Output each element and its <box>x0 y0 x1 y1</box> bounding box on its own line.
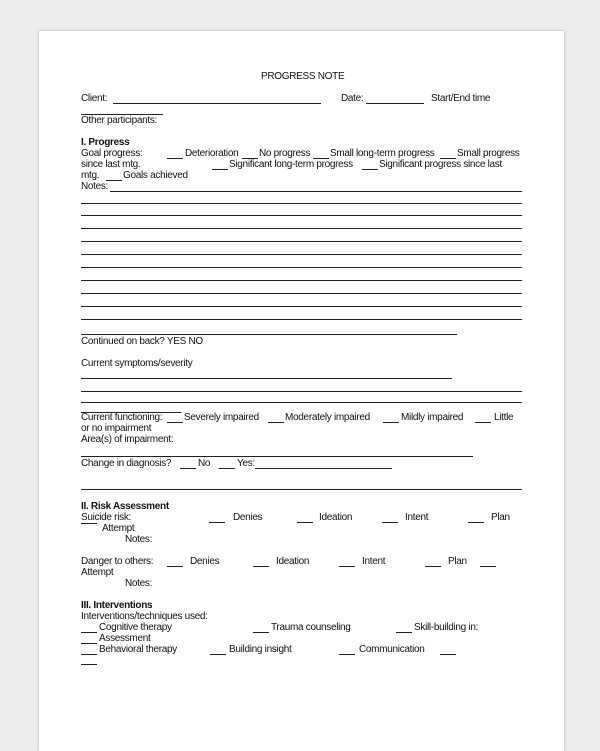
moderately-blank[interactable] <box>268 422 284 423</box>
notes-label: Notes: <box>81 181 109 192</box>
danger-to-others-label: Danger to others: <box>81 556 154 567</box>
no-impairment-text: or no impairment <box>81 423 152 434</box>
document-title: PROGRESS NOTE <box>261 71 345 82</box>
suicide-intent-option: Intent <box>405 512 429 523</box>
notes-line[interactable] <box>81 267 522 268</box>
notes-line[interactable] <box>81 215 522 216</box>
danger-attempt-blank[interactable] <box>480 566 496 567</box>
date-label: Date: <box>341 93 364 104</box>
notes-line[interactable] <box>81 293 522 294</box>
symptoms-line[interactable] <box>81 378 452 379</box>
techniques-label: Interventions/techniques used: <box>81 611 208 622</box>
cognitive-therapy-option: Cognitive therapy <box>99 622 172 633</box>
client-field[interactable] <box>113 103 321 104</box>
significant-long-term-blank[interactable] <box>212 169 228 170</box>
deterioration-blank[interactable] <box>167 158 183 159</box>
progress-heading: I. Progress <box>81 137 130 148</box>
notes-line[interactable] <box>81 241 522 242</box>
date-field[interactable] <box>366 103 424 104</box>
start-end-time-label: Start/End time <box>431 93 491 104</box>
cognitive-blank[interactable] <box>81 632 97 633</box>
notes-line[interactable] <box>81 203 522 204</box>
assessment-option: Assessment <box>99 633 151 644</box>
danger-intent-blank[interactable] <box>339 566 355 567</box>
areas-of-impairment-label: Area(s) of impairment: <box>81 434 174 445</box>
danger-denies-blank[interactable] <box>167 566 183 567</box>
significant-long-term-option: Significant long-term progress <box>229 159 353 170</box>
communication-blank[interactable] <box>339 654 355 655</box>
small-progress-option: Small progress <box>457 148 520 159</box>
document-page <box>39 31 564 751</box>
danger-attempt-option: Attempt <box>81 567 114 578</box>
diagnosis-no-option: No <box>198 458 211 469</box>
suicide-denies-blank[interactable] <box>209 522 225 523</box>
diagnosis-yes-field[interactable] <box>255 468 392 469</box>
change-diagnosis-label: Change in diagnosis? <box>81 458 172 469</box>
communication-extra-blank[interactable] <box>440 654 456 655</box>
suicide-notes-label: Notes: <box>125 534 153 545</box>
small-long-term-option: Small long-term progress <box>330 148 435 159</box>
suicide-ideation-option: Ideation <box>319 512 353 523</box>
danger-plan-blank[interactable] <box>425 566 441 567</box>
notes-line[interactable] <box>81 334 457 335</box>
mildly-impaired-option: Mildly impaired <box>401 412 464 423</box>
danger-plan-option: Plan <box>448 556 467 567</box>
notes-line[interactable] <box>81 280 522 281</box>
building-insight-option: Building insight <box>229 644 292 655</box>
significant-since-last-option: Significant progress since last <box>379 159 502 170</box>
mildly-blank[interactable] <box>383 422 399 423</box>
severely-blank[interactable] <box>167 422 183 423</box>
communication-option: Communication <box>359 644 425 655</box>
suicide-intent-blank[interactable] <box>382 522 398 523</box>
notes-line[interactable] <box>81 254 522 255</box>
building-insight-blank[interactable] <box>210 654 226 655</box>
symptoms-line[interactable] <box>81 402 522 403</box>
diagnosis-yes-blank[interactable] <box>219 468 235 469</box>
danger-intent-option: Intent <box>362 556 386 567</box>
skill-building-blank[interactable] <box>396 632 412 633</box>
goal-progress-label: Goal progress: <box>81 148 143 159</box>
little-option: Little <box>494 412 514 423</box>
trauma-counseling-option: Trauma counseling <box>271 622 351 633</box>
significant-since-last-blank[interactable] <box>362 169 378 170</box>
danger-ideation-option: Ideation <box>276 556 310 567</box>
mtg-text: mtg. <box>81 170 100 181</box>
suicide-plan-option: Plan <box>491 512 510 523</box>
diagnosis-line[interactable] <box>81 489 522 490</box>
notes-line[interactable] <box>81 306 522 307</box>
areas-line[interactable] <box>81 456 473 457</box>
danger-notes-label: Notes: <box>125 578 153 589</box>
suicide-plan-blank[interactable] <box>468 522 484 523</box>
suicide-ideation-blank[interactable] <box>297 522 313 523</box>
suicide-attempt-option: Attempt <box>102 523 135 534</box>
other-participants-label: Other participants: <box>81 115 158 126</box>
diagnosis-yes-option: Yes: <box>237 458 255 469</box>
client-label: Client: <box>81 93 108 104</box>
since-last-mtg-text: since last mtg. <box>81 159 141 170</box>
current-symptoms-label: Current symptoms/severity <box>81 358 193 369</box>
interventions-heading: III. Interventions <box>81 600 153 611</box>
severely-impaired-option: Severely impaired <box>184 412 259 423</box>
no-progress-option: No progress <box>259 148 311 159</box>
moderately-impaired-option: Moderately impaired <box>285 412 370 423</box>
danger-denies-option: Denies <box>190 556 220 567</box>
risk-assessment-heading: II. Risk Assessment <box>81 501 169 512</box>
notes-line[interactable] <box>81 228 522 229</box>
trauma-blank[interactable] <box>253 632 269 633</box>
suicide-risk-label: Suicide risk: <box>81 512 132 523</box>
current-functioning-label: Current functioning: <box>81 412 163 423</box>
assessment-blank[interactable] <box>81 643 97 644</box>
suicide-attempt-blank[interactable] <box>81 523 97 524</box>
notes-line[interactable] <box>110 191 522 192</box>
diagnosis-no-blank[interactable] <box>180 468 196 469</box>
deterioration-option: Deterioration <box>185 148 239 159</box>
behavioral-blank[interactable] <box>81 654 97 655</box>
behavioral-therapy-option: Behavioral therapy <box>99 644 177 655</box>
danger-ideation-blank[interactable] <box>253 566 269 567</box>
little-blank[interactable] <box>475 422 491 423</box>
next-item-blank[interactable] <box>81 664 97 665</box>
goals-achieved-option: Goals achieved <box>123 170 188 181</box>
suicide-denies-option: Denies <box>233 512 263 523</box>
skill-building-option: Skill-building in: <box>414 622 479 633</box>
notes-line[interactable] <box>81 319 522 320</box>
goals-achieved-blank[interactable] <box>106 180 122 181</box>
symptoms-line[interactable] <box>81 391 522 392</box>
continued-on-back: Continued on back? YES NO <box>81 336 203 347</box>
